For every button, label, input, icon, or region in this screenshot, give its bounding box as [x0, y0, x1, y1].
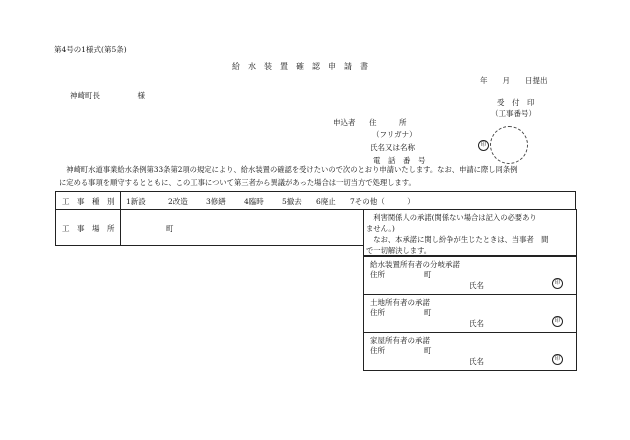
submission-date: 年 月 日提出 — [480, 76, 548, 85]
table-right-rule — [575, 191, 576, 210]
table-left-rule — [55, 191, 56, 245]
branch-consent-name-label: 氏名 — [469, 281, 484, 290]
work-type-option[interactable]: 4臨時 — [244, 197, 264, 206]
applicant-seal-mark: 印 — [478, 140, 489, 151]
branch-consent-town[interactable]: 町 — [424, 270, 432, 279]
applicant-name-label: 氏名又は名称 — [370, 143, 415, 152]
receipt-stamp-label: 受 付 印 — [497, 98, 535, 107]
table-bottom-rule — [55, 245, 363, 246]
intro-line-1: 神崎町水道事業給水条例第33条第2項の規定により、給水装置の確認を受けたいので次のとおり申請いたします。なお、申請に際し同条例 — [59, 165, 518, 174]
addressee: 神崎町長 様 — [70, 91, 145, 100]
land-consent-seal: 印 — [552, 316, 563, 327]
page-title: 給 水 装 置 確 認 申 請 書 — [232, 62, 368, 71]
intro-line-2: に定める事項を順守するとともに、この工事について第三者から異議があった場合は一切当方で処理します。 — [59, 178, 416, 187]
work-type-option[interactable]: 6廃止 — [316, 197, 336, 206]
branch-consent-address-label: 住所 — [370, 270, 385, 279]
work-type-option[interactable]: 2改造 — [168, 197, 188, 206]
work-location-town[interactable]: 町 — [166, 224, 174, 233]
work-type-option[interactable]: 5撤去 — [282, 197, 302, 206]
land-consent-title: 土地所有者の承諾 — [370, 298, 430, 307]
consent-intro-line: ません。) — [366, 224, 395, 233]
work-number-label: （工事番号） — [491, 109, 536, 118]
table-top-rule — [55, 191, 576, 192]
applicant-furigana-label: （フリガナ） — [372, 130, 417, 139]
table-label-divider — [120, 191, 121, 245]
work-type-option[interactable]: 3修繕 — [206, 197, 226, 206]
work-type-option[interactable]: 1新設 — [126, 197, 146, 206]
house-consent-seal: 印 — [552, 354, 563, 365]
branch-consent-title: 給水装置所有者の分岐承諾 — [370, 260, 460, 269]
land-consent-town[interactable]: 町 — [424, 308, 432, 317]
applicant-address-label: 住 所 — [369, 118, 407, 127]
consent-intro-line: なお、本承諾に関し紛争が生じたときは、当事者 間 — [366, 235, 549, 244]
applicant-label: 申込者 — [333, 118, 356, 127]
house-consent-name-label: 氏名 — [469, 357, 484, 366]
house-consent-address-label: 住所 — [370, 346, 385, 355]
branch-consent-seal: 印 — [552, 278, 563, 289]
form-number: 第4号の1様式(第5条) — [54, 45, 127, 54]
work-type-option[interactable]: 7その他（ ） — [350, 197, 415, 206]
consent-intro-line: で一切解決します。 — [366, 246, 432, 255]
house-consent-title: 家屋所有者の承諾 — [370, 336, 430, 345]
applicant-phone-label: 電 話 番 号 — [373, 156, 426, 165]
land-consent-name-label: 氏名 — [469, 319, 484, 328]
work-location-label: 工 事 場 所 — [62, 224, 115, 233]
consent-intro-line: 利害関係人の承諾(関係ない場合は記入の必要あり — [366, 213, 537, 222]
work-type-label: 工 事 種 別 — [62, 197, 115, 206]
receipt-stamp-circle — [490, 126, 528, 164]
land-consent-address-label: 住所 — [370, 308, 385, 317]
house-consent-town[interactable]: 町 — [424, 346, 432, 355]
